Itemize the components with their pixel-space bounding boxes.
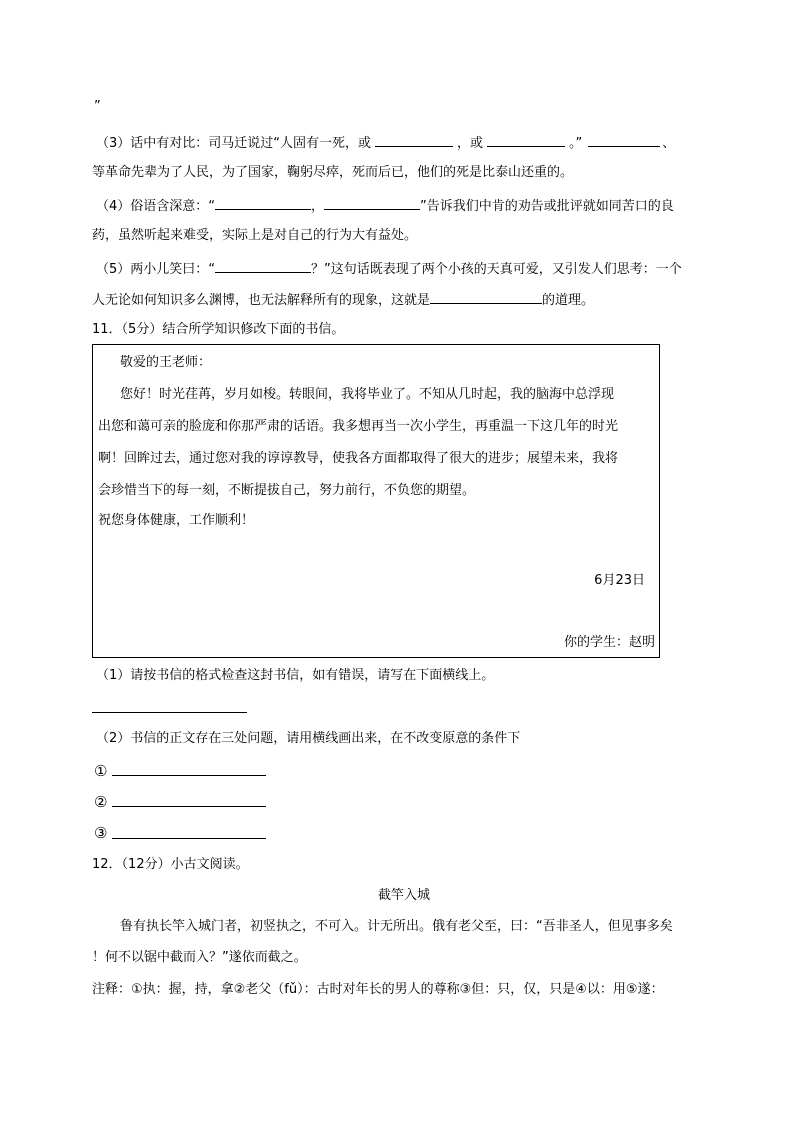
stray-quote-mark: ” xyxy=(94,99,101,114)
q10-part5-text-d: 的道理。 xyxy=(542,293,595,308)
q10-part4-line1 xyxy=(96,195,674,217)
q10-part4-line2: 药，虽然听起来难受，实际上是对自己的行为大有益处。 xyxy=(92,228,418,243)
q10-part5-line2 xyxy=(92,289,594,311)
q11-sub2: （2）书信的正文存在三处问题，请用横线画出来，在不改变原意的条件下 xyxy=(96,731,521,746)
q10-part5-line1 xyxy=(96,258,682,280)
passage-text-line: ！何不以锯中截而入？”遂依而截之。 xyxy=(92,950,307,965)
answer-blank[interactable] xyxy=(588,132,660,147)
answer-mark-2: ② xyxy=(94,793,108,811)
q10-part5-text-b: ？”这句话既表现了两个小孩的天真可爱，又引发人们思考：一个 xyxy=(311,262,682,277)
q10-part4-text-c: ”告诉我们中肯的劝告或批评就如同苦口的良 xyxy=(420,199,674,214)
letter-body-line: 出您和蔼可亲的脸庞和你那严肃的话语。我多想再当一次小学生，再重温一下这几年的时光 xyxy=(98,419,619,434)
q10-part4-text-b: ， xyxy=(311,199,325,214)
q10-part3-text-c: 。” xyxy=(569,136,583,151)
letter-closing: 祝您身体健康，工作顺利！ xyxy=(98,513,255,528)
q11-heading: 11．（5分）结合所学知识修改下面的书信。 xyxy=(92,322,345,337)
answer-blank[interactable] xyxy=(487,132,565,147)
answer-blank[interactable] xyxy=(215,258,311,273)
q10-part3-line2: 等革命先辈为了人民，为了国家，鞠躬尽瘁，死而后已，他们的死是比泰山还重的。 xyxy=(92,165,574,180)
q10-part3-text-d: 、 xyxy=(662,136,676,151)
letter-date: 6月23日 xyxy=(594,573,645,588)
q12-heading: 12．（12分）小古文阅读。 xyxy=(92,857,249,872)
answer-blank[interactable] xyxy=(375,132,453,147)
letter-greeting: 敬爱的王老师： xyxy=(120,355,212,370)
answer-line[interactable] xyxy=(112,775,266,776)
letter-signature: 你的学生：赵明 xyxy=(563,635,655,650)
passage-title: 截竿入城 xyxy=(378,888,431,903)
q11-sub1: （1）请按书信的格式检查这封书信，如有错误，请写在下面横线上。 xyxy=(96,668,495,683)
answer-blank[interactable] xyxy=(215,195,311,210)
answer-blank[interactable] xyxy=(430,289,542,304)
q10-part3-line1 xyxy=(96,132,675,154)
answer-mark-1: ① xyxy=(94,762,108,780)
q10-part5-text-c: 人无论如何知识多么渊博，也无法解释所有的现象，这就是 xyxy=(92,293,431,308)
answer-blank[interactable] xyxy=(324,195,420,210)
answer-mark-3: ③ xyxy=(94,824,108,842)
letter-body-line: 您好！时光荏苒，岁月如梭。转眼间，我将毕业了。不知从几时起，我的脑海中总浮现 xyxy=(120,387,615,402)
answer-line[interactable] xyxy=(112,806,266,807)
answer-line[interactable] xyxy=(92,712,247,713)
letter-box xyxy=(92,344,660,658)
answer-line[interactable] xyxy=(112,838,266,839)
q10-part5-text-a: （5）两小儿笑曰：“ xyxy=(96,262,216,277)
letter-body-line: 啊！回眸过去，通过您对我的谆谆教导，使我各方面都取得了很大的进步；展望未来，我将 xyxy=(98,451,619,466)
letter-body-line: 会珍惜当下的每一刻，不断提拔自己，努力前行，不负您的期望。 xyxy=(98,483,476,498)
q10-part4-text-a: （4）俗语含深意：“ xyxy=(96,199,216,214)
passage-notes: 注释：①执：握，持，拿②老父（fǔ）：古时对年长的男人的尊称③但：只，仅，只是④以：用⑤遂： xyxy=(92,982,664,997)
q10-part3-text-a: （3）话中有对比：司马迁说过“人固有一死，或 xyxy=(96,136,372,151)
passage-text-line: 鲁有执长竿入城门者，初竖执之，不可入。计无所出。俄有老父至，曰：“吾非圣人，但见事多矣 xyxy=(120,919,673,934)
q10-part3-text-b: ，或 xyxy=(457,136,484,151)
